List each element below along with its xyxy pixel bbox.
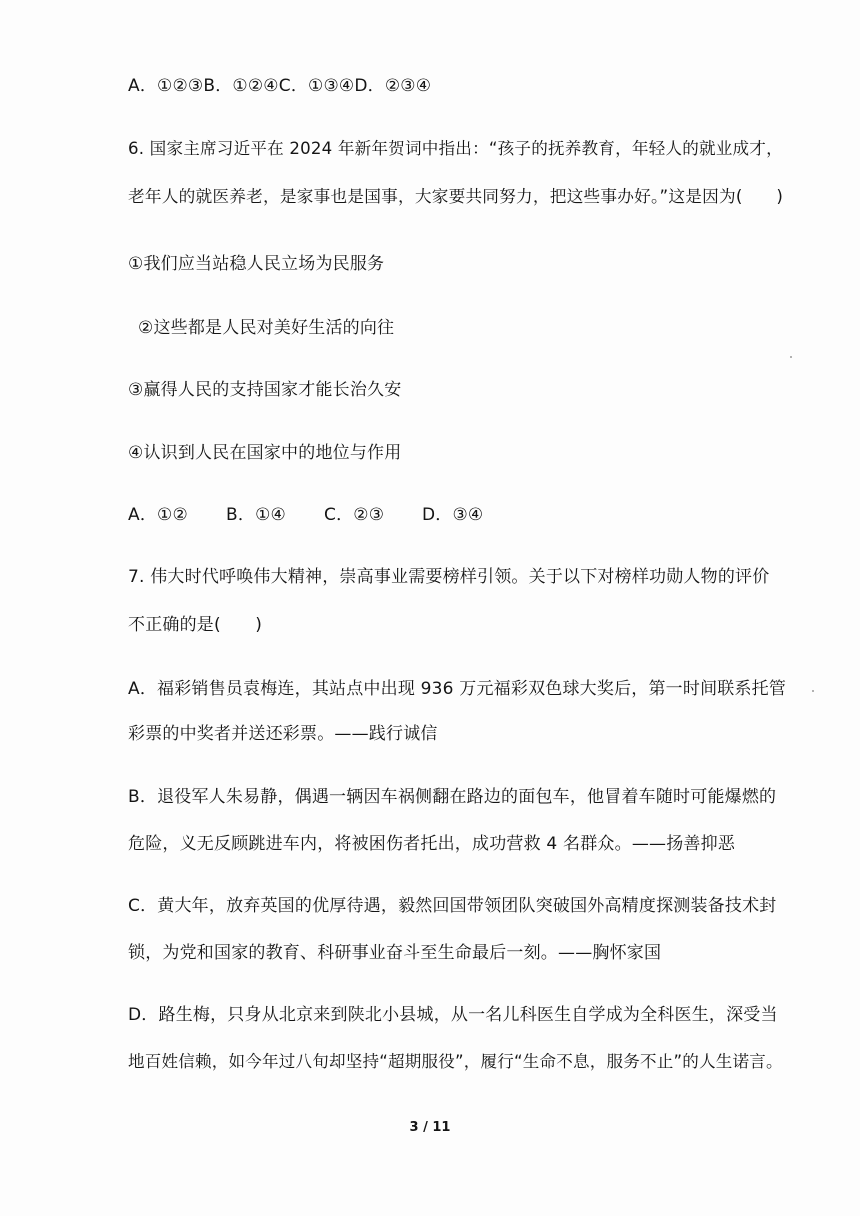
q6-stem-line2: 老年人的就医养老，是家事也是国事，大家要共同努力，把这些事办好。”这是因为( ) [128, 187, 784, 206]
q7-option-a-line1: A．福彩销售员袁梅连，其站点中出现 936 万元福彩双色球大奖后，第一时间联系托管 [128, 679, 787, 699]
q6-option-d: D．③④ [422, 505, 484, 525]
q7-option-c-line2: 锁，为党和国家的教育、科研事业奋斗至生命最后一刻。——胸怀家国 [128, 943, 662, 963]
q5-option-b: B．①②④ [203, 76, 279, 96]
q7-option-b-line2: 危险，义无反顾跳进车内，将被困伤者托出，成功营救 4 名群众。——扬善抑恶 [128, 834, 736, 854]
q6-option-c: C．②③ [324, 505, 385, 525]
q7-stem-line2: 不正确的是( ) [128, 615, 263, 635]
q6-stem-line1: 6. 国家主席习近平在 2024 年新年贺词中指出：“孩子的抚养教育，年轻人的就业成才， [128, 139, 783, 158]
q7-option-d-line2: 地百姓信赖，如今年过八旬却坚持“超期服役”，履行“生命不息，服务不止”的人生诺言。 [128, 1052, 783, 1071]
q6-item-4: ④认识到人民在国家中的地位与作用 [128, 443, 402, 463]
q7-option-c-line1: C．黄大年，放弃英国的优厚待遇，毅然回国带领团队突破国外高精度探测装备技术封 [128, 896, 777, 916]
q7-option-b-line1: B．退役军人朱易静，偶遇一辆因车祸侧翻在路边的面包车，他冒着车随时可能爆燃的 [128, 787, 777, 807]
q6-item-1: ①我们应当站稳人民立场为民服务 [128, 254, 385, 274]
q6-option-b: B．①④ [226, 505, 286, 525]
q5-option-c: C．①③④ [278, 76, 355, 96]
q7-option-d-line1: D．路生梅，只身从北京来到陕北小县城，从一名儿科医生自学成为全科医生，深受当 [128, 1005, 778, 1025]
q5-options [128, 74, 431, 98]
q6-options [128, 503, 483, 527]
q6-option-a: A．①② [128, 505, 188, 525]
q7-stem-line1: 7. 伟大时代呼唤伟大精神，崇高事业需要榜样引领。关于以下对榜样功勋人物的评价 [128, 567, 770, 587]
page-number: 3 / 11 [409, 1120, 451, 1135]
q6-item-2: ②这些都是人民对美好生活的向往 [138, 318, 395, 338]
q6-item-3: ③赢得人民的支持国家才能长治久安 [128, 380, 402, 400]
scan-speck [812, 690, 814, 692]
q5-option-d: D．②③④ [354, 76, 432, 96]
scan-speck [790, 356, 792, 358]
q7-option-a-line2: 彩票的中奖者并送还彩票。——践行诚信 [128, 724, 438, 744]
q5-option-a: A．①②③ [128, 76, 204, 96]
